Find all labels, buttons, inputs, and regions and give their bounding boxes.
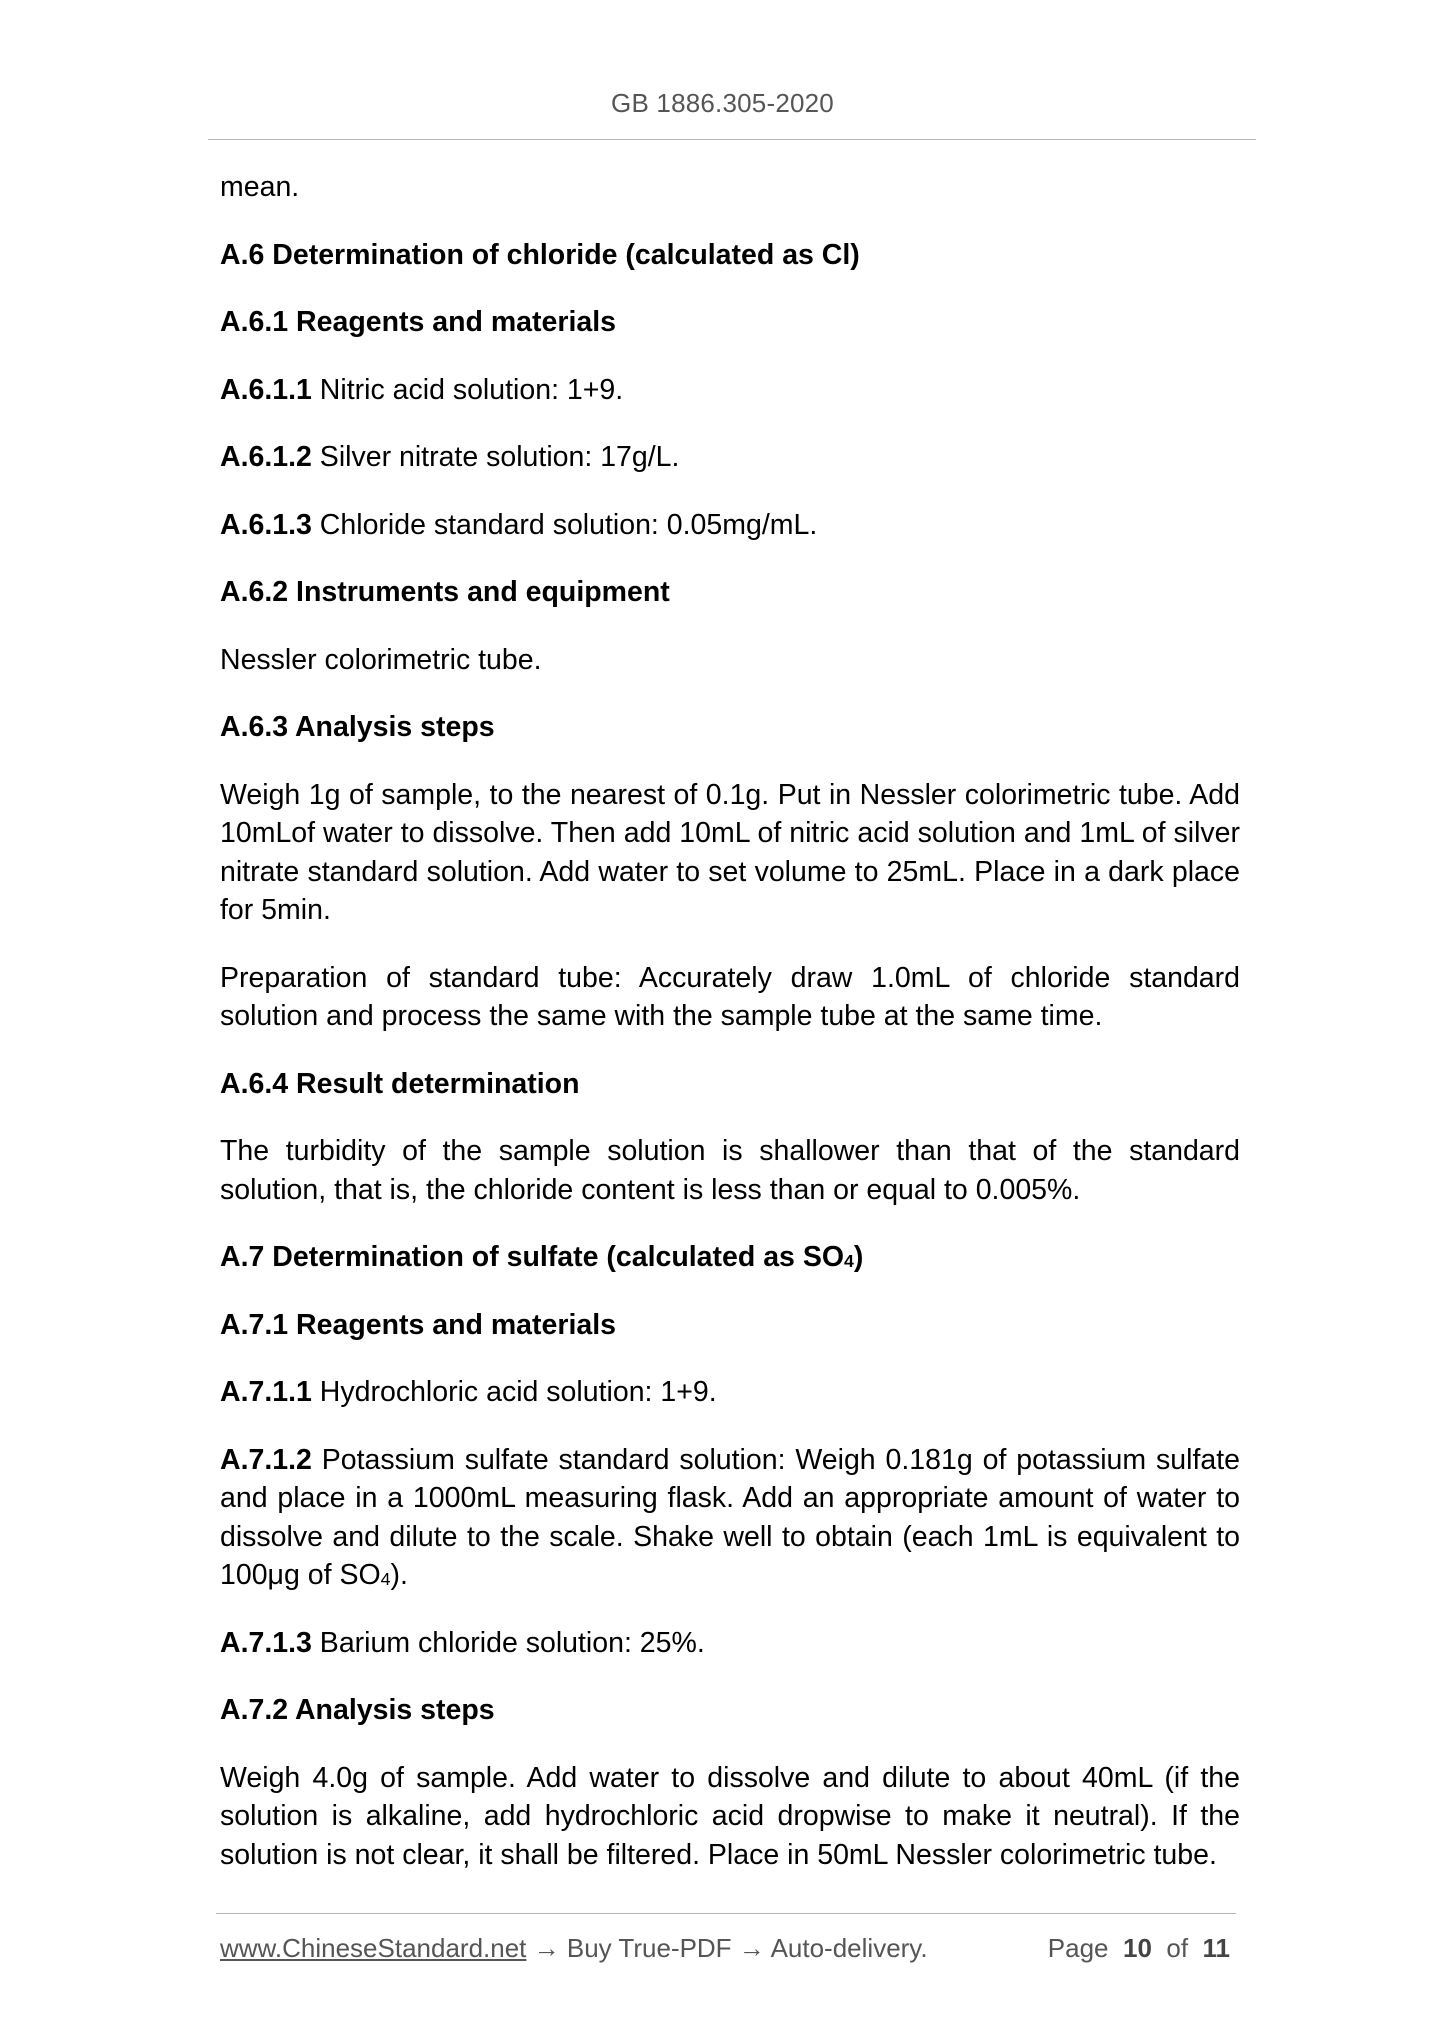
analysis-paragraph: Weigh 4.0g of sample. Add water to dissolve and dilute to about 40mL (if the solution is alkaline, add hydrochloric acid dropwise to make it neutral). If the solution is not clear, it shall be filtered. Place in 50mL Nessler colorimetric tube. <box>220 1761 1240 1871</box>
footer-divider <box>216 1913 1236 1914</box>
result-paragraph: The turbidity of the sample solution is shallower than that of the standard solution, that is, the chloride content is less than or equal to 0.005%. <box>220 1135 1240 1206</box>
page-footer <box>220 1933 1230 1964</box>
clause-a7-1-3 <box>220 1624 1240 1663</box>
analysis-paragraph: Weigh 1g of sample, to the nearest of 0.1g. Put in Nessler colorimetric tube. Add 10mLof water to dissolve. Then add 10mL of nitric acid solution and 1mL of silver nitrate standard solution. Add water to set volume to 25mL. Place in a dark place for 5min. <box>220 778 1240 926</box>
section-a6-3-heading: A.6.3 Analysis steps <box>220 711 495 743</box>
clause-label: A.7.1.2 <box>220 1443 312 1476</box>
clause-label: A.7.1.1 <box>220 1376 312 1408</box>
instruments-text: Nessler colorimetric tube. <box>220 643 542 676</box>
footer-left <box>220 1933 928 1964</box>
website-link[interactable]: www.ChineseStandard.net <box>220 1933 527 1963</box>
page-label: Page <box>1047 1933 1109 1963</box>
clause-text: Potassium sulfate standard solution: Weigh 0.181g of potassium sulfate and place in a 1000mL measuring flask. Add an appropriate amount of water to dissolve and dilute to the scale. Shake well to obtain (each 1mL is equivalent to 100μg of $SO_4$). <box>220 1443 1240 1591</box>
page-header: GB 1886.305-2020 <box>611 88 834 118</box>
page-of: of <box>1166 1933 1189 1963</box>
section-a7-2-heading: A.7.2 Analysis steps <box>220 1694 495 1726</box>
header-divider <box>208 139 1256 140</box>
page-number <box>1048 1933 1230 1964</box>
clause-label: A.6.1.3 <box>220 508 312 541</box>
clause-a6-1-2 <box>220 438 1240 477</box>
clause-a7-1-1 <box>220 1373 1240 1412</box>
clause-text: Silver nitrate solution: 17g/L. <box>311 441 680 473</box>
clause-text: Hydrochloric acid solution: 1+9. <box>311 1376 717 1408</box>
clause-label: A.7.1.3 <box>220 1626 312 1659</box>
clause-label: A.6.1.2 <box>220 441 312 473</box>
clause-text: Barium chloride solution: 25%. <box>311 1626 705 1659</box>
clause-a7-1-2 <box>220 1441 1240 1595</box>
section-a7-heading: A.7 Determination of sulfate (calculated as $SO_4$) <box>220 1241 864 1273</box>
section-a6-4-heading: A.6.4 Result determination <box>220 1067 580 1100</box>
clause-a6-1-3 <box>220 506 1240 545</box>
continuation-text: mean. <box>220 171 300 203</box>
clause-text: Nitric acid solution: 1+9. <box>311 373 624 406</box>
footer-tagline: → Buy True-PDF → Auto-delivery. <box>526 1933 928 1963</box>
section-a6-1-heading: A.6.1 Reagents and materials <box>220 306 616 338</box>
clause-text: Chloride standard solution: 0.05mg/mL. <box>311 508 818 541</box>
preparation-paragraph: Preparation of standard tube: Accurately draw 1.0mL of chloride standard solution and process the same with the sample tube at the same time. <box>220 961 1240 1032</box>
section-a6-heading: A.6 Determination of chloride (calculated as Cl) <box>220 238 860 271</box>
section-a6-2-heading: A.6.2 Instruments and equipment <box>220 576 670 608</box>
section-a7-1-heading: A.7.1 Reagents and materials <box>220 1308 616 1341</box>
clause-a6-1-1 <box>220 371 1240 410</box>
page-current: 10 <box>1122 1933 1152 1963</box>
document-body <box>220 168 1240 1903</box>
page-total: 11 <box>1202 1933 1230 1963</box>
clause-label: A.6.1.1 <box>220 373 312 406</box>
